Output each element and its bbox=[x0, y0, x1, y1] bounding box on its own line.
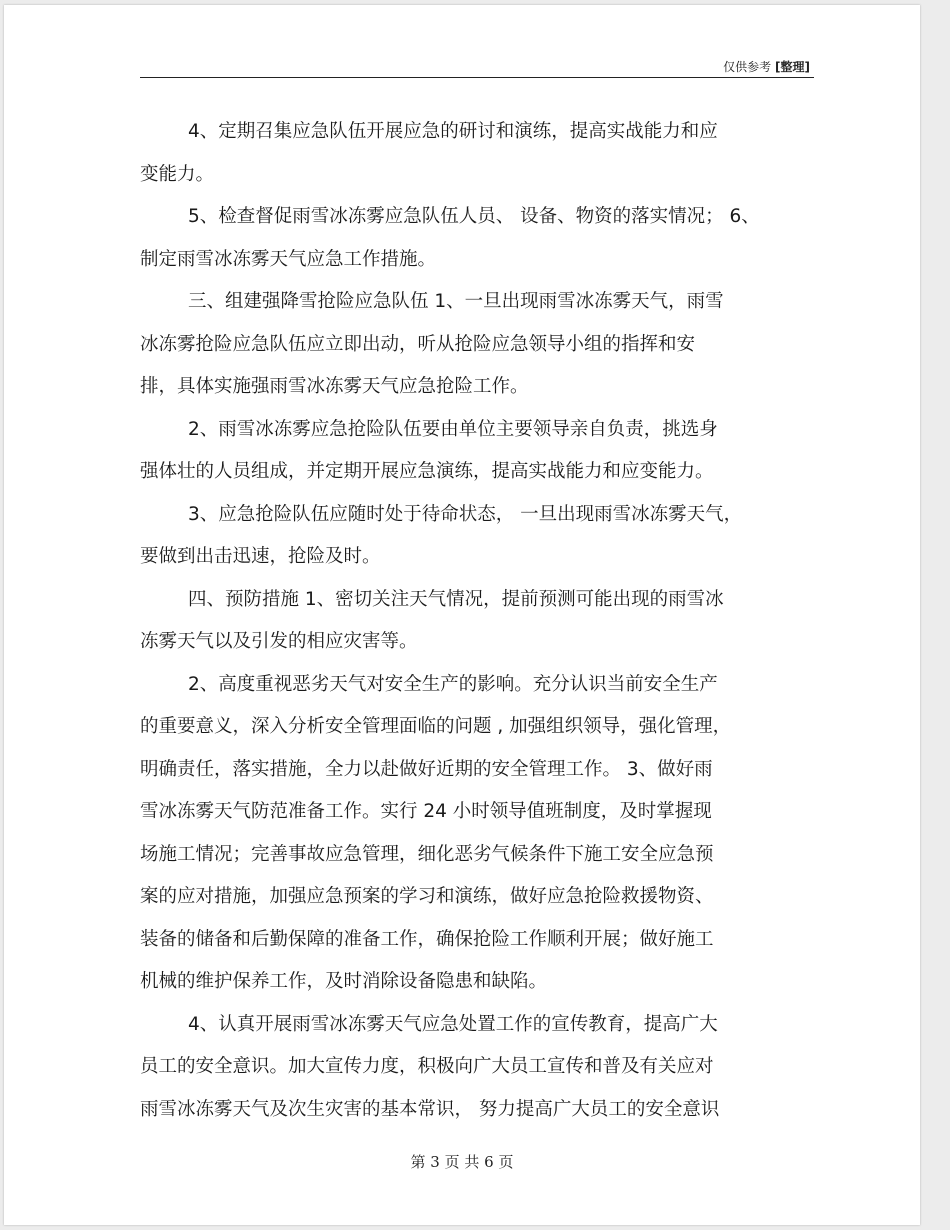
document-page bbox=[4, 5, 920, 1225]
body-text bbox=[140, 111, 820, 1131]
text-line: 制定雨雪冰冻雾天气应急工作措施。 bbox=[140, 248, 437, 270]
text-line: 场施工情况；完善事故应急管理，细化恶劣气候条件下施工安全应急预 bbox=[140, 843, 714, 865]
text-line: 2、高度重视恶劣天气对安全生产的影响。充分认识当前安全生产 bbox=[188, 673, 718, 695]
page-header bbox=[723, 58, 810, 75]
text-line: 四、预防措施 1、密切关注天气情况，提前预测可能出现的雨雪冰 bbox=[188, 588, 724, 610]
text-line: 三、组建强降雪抢险应急队伍 1、一旦出现雨雪冰冻雾天气，雨雪 bbox=[188, 291, 724, 312]
header-divider bbox=[140, 77, 814, 78]
text-line: 雪冰冻雾天气防范准备工作。实行 24 小时领导值班制度，及时掌握现 bbox=[140, 801, 712, 822]
header-note: 仅供参考 bbox=[723, 60, 772, 74]
text-line: 案的应对措施，加强应急预案的学习和演练，做好应急抢险救援物资、 bbox=[140, 886, 714, 907]
text-line: 机械的维护保养工作，及时消除设备隐患和缺陷。 bbox=[140, 971, 548, 992]
text-line: 4、认真开展雨雪冰冻雾天气应急处置工作的宣传教育，提高广大 bbox=[188, 1013, 718, 1035]
text-line: 的重要意义，深入分析安全管理面临的问题 , 加强组织领导，强化管理， bbox=[140, 716, 732, 737]
text-line: 强体壮的人员组成，并定期开展应急演练，提高实战能力和应变能力。 bbox=[140, 461, 714, 482]
text-line: 3、应急抢险队伍应随时处于待命状态， 一旦出现雨雪冰冻雾天气， bbox=[188, 503, 743, 525]
text-line: 要做到出击迅速，抢险及时。 bbox=[140, 546, 381, 567]
text-line: 冻雾天气以及引发的相应灾害等。 bbox=[140, 631, 418, 652]
page-footer: 第 3 页 共 6 页 bbox=[410, 1153, 514, 1171]
text-line: 4、定期召集应急队伍开展应急的研讨和演练，提高实战能力和应 bbox=[188, 121, 718, 142]
text-line: 5、检查督促雨雪冰冻雾应急队伍人员、 设备、物资的落实情况； 6、 bbox=[188, 206, 760, 227]
text-line: 排，具体实施强雨雪冰冻雾天气应急抢险工作。 bbox=[140, 376, 529, 397]
text-line: 装备的储备和后勤保障的准备工作，确保抢险工作顺利开展；做好施工 bbox=[140, 928, 714, 950]
header-tag: [整理] bbox=[775, 60, 810, 74]
text-line: 2、雨雪冰冻雾应急抢险队伍要由单位主要领导亲自负责，挑选身 bbox=[188, 418, 718, 440]
text-line: 明确责任，落实措施，全力以赴做好近期的安全管理工作。 3、做好雨 bbox=[140, 758, 713, 780]
text-line: 雨雪冰冻雾天气及次生灾害的基本常识， 努力提高广大员工的安全意识 bbox=[140, 1098, 720, 1120]
text-line: 员工的安全意识。加大宣传力度，积极向广大员工宣传和普及有关应对 bbox=[140, 1056, 714, 1077]
text-line: 冰冻雾抢险应急队伍应立即出动，听从抢险应急领导小组的指挥和安 bbox=[140, 333, 696, 355]
text-line: 变能力。 bbox=[140, 163, 215, 185]
